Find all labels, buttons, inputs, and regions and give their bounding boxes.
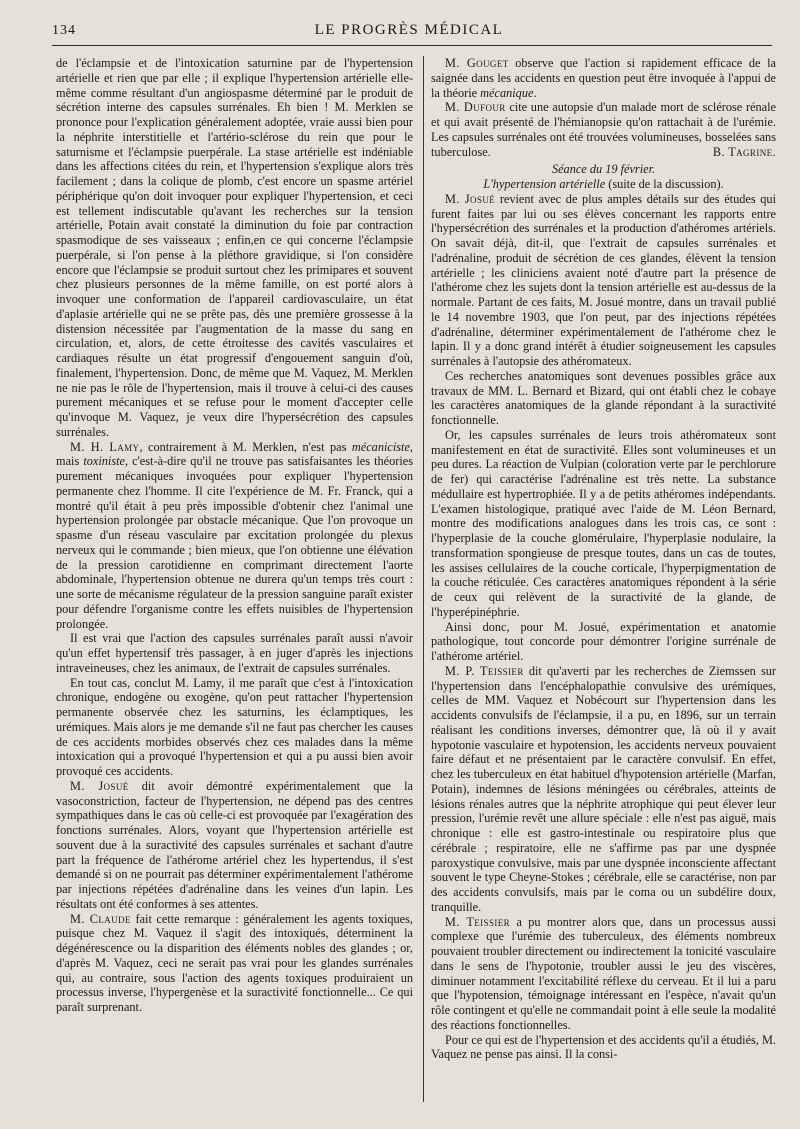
right-column [431,56,776,1062]
paragraph: Or, les capsules surrénales de leurs trois athéromateux sont manifestement en état de suractivité. Elles sont volumineuses et un peu dures. La réaction de Vulpian (coloration verte par le perchlorure de fer) qui caractérise l'adrénaline est très nette. La substance médullaire est hypertrophiée. Il y a de petits athéromes indépendants. L'examen histologique, pratiqué avec l'aide de M. Léon Bernard, montre des modifications analogues dans les trois cas, ce sont : l'hyperplasie de la couche glomérulaire, l'hyperplasie nodulaire, la transformation spongieuse de presque toutes, dans un cas de toutes, les assises cellulaires de la couche corticale, l'hyperpigmentation de la couche réticulée. Ces caractères anatomiques répondent à la série de ceux qui relèvent de la suractivité de la glande, de l'hyperépinéphrie. [431,427,776,619]
italic-term: toxiniste [83,454,125,469]
paragraph: de l'éclampsie et de l'intoxication saturnine par de l'hypertension artérielle et rien que par elle ; il explique l'hypertension artérielle elle-même comme résultant d'un angiospasme déterminé par le produit de sécrétion interne des capsules surrénales. Eh bien ! M. Merklen se prononce pour l'explication généralement adoptée, vraie aussi bien pour la néphrite interstitielle et l'artério-sclérose du rein que pour le saturnisme et l'éclampsie puerpérale. La stase artérielle est indéniable dans les affections citées du rein, et l'hypertension s'explique alors très facilement ; dans la colique de plomb, c'est encore un spasme artériel périphérique qu'on doit invoquer pour expliquer l'hypertension, et ceci est tellement indiscutable qu'avant les recherches sur la tension artérielle, Potain avait constaté la diminution du foie par contraction spasmodique de ses vaisseaux ; enfin,en ce qui concerne l'éclampsie puerpérale, si l'on pense à la pléthore gravidique, si l'on considère encore que l'éclampsie se produit surtout chez les primipares et souvent chez plusieurs personnes de la même famille, on est porté alors à invoquer une conformation de l'appareil cardiovasculaire, un état d'aplasie artérielle qui ne se prête pas, dès une première grossesse à la distension nécessitée par l'augmentation de la masse du sang en circulation, et, alors, de cette étroitesse des cavités vasculaires et cardiaques résulte un état progressif d'engouement sanguin d'où, finalement, l'hypertension. Donc, de même que M. Vaquez, M. Merklen ne nie pas le rôle de l'hypertension, mais il trouve à celui-ci des causes purement mécaniques et se refuse pour le moment d'accepter celle qu'invoque M. Vaquez, je veux dire l'hypersécrétion des capsules surrénales. [56,56,413,439]
speaker-name: M. Dufour [445,100,506,115]
text-run: . [533,85,537,100]
discussion-subheading [431,177,776,192]
paragraph: Il est vrai que l'action des capsules surrénales paraît aussi n'avoir qu'un effet hypertensif très passager, à en juger d'après les injections intraveineuses, chez les animaux, de l'extrait de capsules surrénales. [56,631,413,675]
paragraph: En tout cas, conclut M. Lamy, il me paraît que c'est à l'intoxication chronique, endogène ou exogène, qu'on peut rattacher l'hypertension permanente observée chez les saturnins, les éclamptiques, les urémiques. Mais alors je me demande s'il ne faut pas chercher les causes de ces accidents morbides observés chez ces malades dans la même intoxication qui a provoqué l'hypertension et qui a pu aussi bien avoir provoqué ces accidents. [56,675,413,778]
paragraph [431,915,776,1033]
text-run: dit qu'averti par les recherches de Ziemssen sur l'hypertension dans l'encéphalopathie convulsive des urémiques, celles de MM. Vaquez et Nobécourt sur l'hypertension dans les accidents convulsifs de l'éclampsie, il a pu, en 1896, sur un terrain réalisant les conditions inverses, démontrer que, là où il y avait hypotonie vasculaire et hypotension, les accidents nerveux pouvaient faire défaut et ne présentaient par le caractère convulsif. En effet, chez les tuberculeux en état habituel d'hypotension artérielle (Marfan, Potain), indemnes de lésions méningées ou cérébrales, atteints de lésions rénales autres que la néphrite atrophique qui peut élever leur pression, l'urémie revêt une allure spéciale : elle n'est pas aiguë, mais chronique : elle est gastro-intestinale ou respiratoire plus que cérébrale ; respiratoire, elle ne s'affirme pas par une dyspnée paroxystique convulsive, mais par une dyspnée inconsciente affectant souvent le type Cheyne-Stokes ; cérébrale, elle se caractérise, non par des accidents convulsifs, mais par le coma ou un subdélire doux, tranquille. [431,663,776,914]
page-number: 134 [52,23,76,38]
paragraph: Pour ce qui est de l'hypertension et des accidents qu'il a étudiés, M. Vaquez ne pense pas ainsi. Il la consi- [431,1032,776,1062]
speaker-name: M. H. Lamy [70,439,140,454]
speaker-name: M. P. Teissier [445,663,524,678]
text-run: , mais [56,439,413,469]
session-heading: Séance du 19 février. [551,162,656,177]
paragraph [431,192,776,369]
text-run: , contrairement à M. Merklen, n'est pas [139,439,352,454]
italic-term: mécanique [480,85,534,100]
column-divider [423,56,424,1102]
signature: B. Tagrine. [712,144,776,159]
paragraph: Ces recherches anatomiques sont devenues possibles grâce aux travaux de MM. L. Bernard et Bizard, qui ont établi chez le cobaye les caractères anatomiques de la glande répondant à la suractivité fonctionnelle. [431,368,776,427]
italic-term: mécaniciste [351,439,410,454]
paragraph [431,664,776,915]
journal-title: LE PROGRÈS MÉDICAL [314,22,504,38]
text-run: observe que l'action si rapidement efficace de la saignée dans les accidents en question peut être invoquée à l'appui de la théorie [431,56,777,100]
speaker-name: M. Teissier [445,914,511,929]
subheading-topic: L'hypertension artérielle [483,177,606,191]
text-run: dit avoir démontré expérimentalement que la vasoconstriction, facteur de l'hypertension, ne dépend pas des centres sympathiques dans le cas où celle-ci est provoquée par l'exagération des fonctions surrénales. Alors, voyant que l'hypertension artérielle est souvent due à la suractivité des capsules surrénales et sachant d'autre part la fréquence de l'athérome artériel chez les hypertendus, il s'est demandé si on ne pourrait pas déterminer expérimentalement l'athérome par injections répétées d'adrénaline dans les veines d'un lapin. Les résultats ont été conformes à ses attentes. [56,778,413,911]
text-run: revient avec de plus amples détails sur des études qui furent faites par lui ou ses élèves concernant les rapports entre l'hypersécrétion des surrénales et la production d'athéromes artériels. On savait déjà, dit-il, que l'extrait de capsules surrénales et l'adrénaline, produit de sécrétion de ces glandes, élèvent la tension artérielle ; les cliniciens avaient noté d'autre part la présence de l'athérome chez les sujets dont la tension artérielle est au-dessus de la normale. Partant de ces faits, M. Josué montre, dans un travail publié le 14 novembre 1903, que l'on peut, par des injections répétées d'adrénaline, déterminer expérimentalement de l'athérome chez le lapin. Il y a donc grand intérêt à étudier soigneusement les capsules surrénales à l'autopsie des athéromateux. [431,191,776,368]
text-run: cite une autopsie d'un malade mort de sclérose rénale et qui avait présenté de l'hémianopsie qu'on rattachait à de l'urémie. Les capsules surrénales ont été trouvées volumineuses, bosselées sans tuberculose. [431,100,776,159]
paragraph [431,100,776,159]
paragraph [56,440,413,632]
paragraph [56,912,413,1015]
page-header [52,22,772,44]
paragraph [56,779,413,912]
paragraph [431,56,776,100]
speaker-name: M. Claude [70,911,131,926]
text-run: a pu montrer alors que, dans un processus aussi complexe que l'urémie des tuberculeux, des éléments nombreux pouvaient troubler directement ou indirectement la tonicité vasculaire dans le sens de l'hypotonie, troubler aussi le jeu des viscères, diminuer notamment l'excitabilité réflexe du cerveau. Et il lui a paru que l'hypotension, témoignage intéressant en l'espèce, n'avait qu'un rôle contingent et qu'elle ne commandait point à elle seule la modalité des réactions fonctionnelles. [431,914,777,1032]
subheading-note: (suite de la discussion). [605,177,724,191]
speaker-name: M. Josué [445,191,496,206]
left-column [56,56,413,1015]
paragraph: Ainsi donc, pour M. Josué, expérimentation et anatomie pathologique, tout concorde pour démontrer l'origine surrénale de l'athérome artériel. [431,619,776,663]
header-rule [52,45,772,46]
speaker-name: M. Josué [70,778,129,793]
speaker-name: M. Gouget [445,56,509,70]
text-run: , c'est-à-dire qu'il ne trouve pas satisfaisantes les théories purement mécaniques invoquées pour expliquer l'hypertension permanente chez l'homme. Il cite l'expérience de M. Fr. Franck, qui a montré qu'il était à peu près impossible d'obtenir chez l'animal une hypertension prolongée par obstacle mécanique. Que l'on provoque un spasme d'un réseau vasculaire par excitation prolongée du plexus nerveux qui le commande ; bien mieux, que l'on obtienne une élévation de la pression carotidienne en comprimant directement l'aorte abdominale, l'hypertension obtenue ne durera qu'un temps très court : une sorte de mécanisme régulateur de la pression sanguine paraît exister pour défendre l'organisme contre les effets nuisibles de l'hypertension prolongée. [56,454,413,631]
text-run: fait cette remarque : généralement les agents toxiques, puisque chez M. Vaquez il s'agit des intoxiqués, déterminent la dégénérescence ou la disparition des éléments nobles des glandes ; or, d'après M. Vaquez, ceci ne serait pas vrai pour les glandes surrénales qui, au contraire, sous l'action des agents toxiques produiraient un processus inverse, l'hypergenèse et la suractivité fonctionnelle... Ce qui paraît surprenant. [56,911,413,1014]
